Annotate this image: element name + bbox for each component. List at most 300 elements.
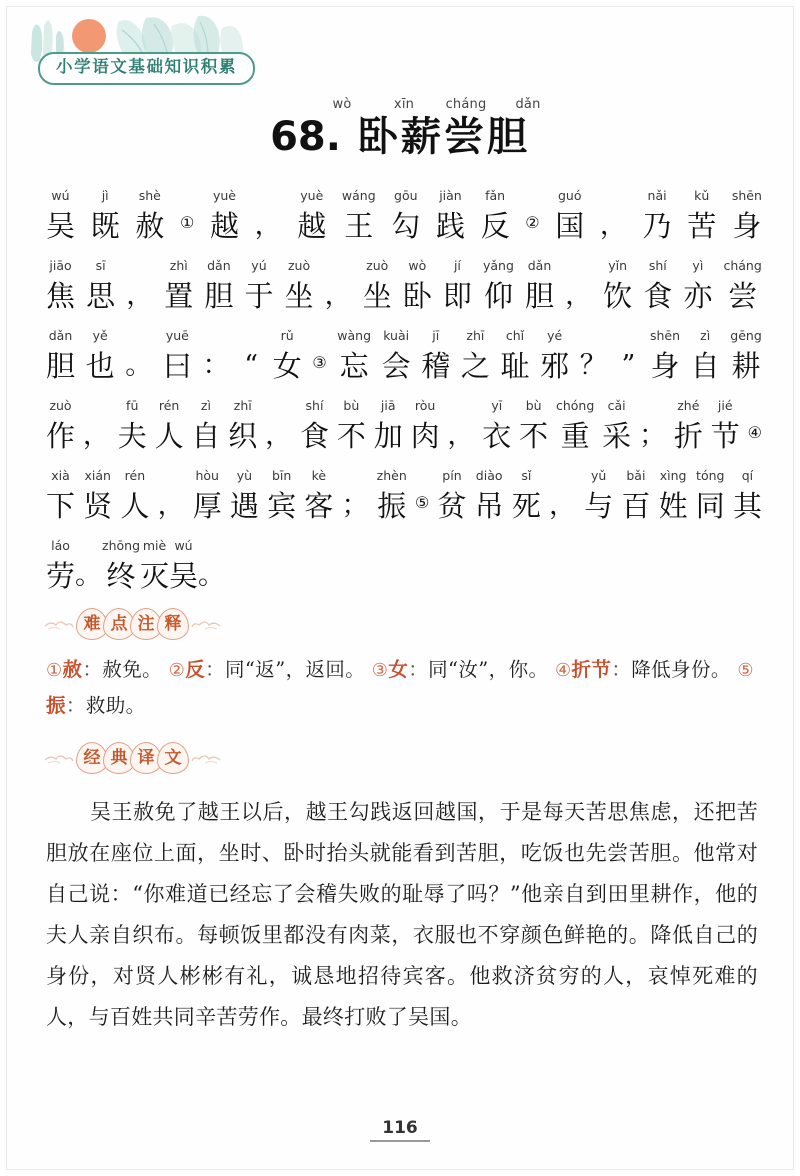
pinyin: hòu [195, 468, 219, 483]
hanzi: 稽 [421, 349, 451, 383]
pinyin: yī [491, 398, 503, 413]
punctuation [126, 257, 153, 318]
character-unit [102, 537, 140, 598]
character-unit [421, 327, 450, 388]
pinyin: zhī [233, 398, 252, 413]
note-ref-marker [312, 341, 326, 388]
hanzi: 姓 [658, 489, 688, 523]
classical-line [46, 318, 762, 388]
character-unit [374, 397, 403, 458]
note-ref-marker [415, 481, 429, 528]
hanzi: 反 [480, 209, 510, 243]
hanzi: 苦 [687, 209, 717, 243]
hanzi: 亦 [683, 279, 713, 313]
pinyin: tóng [696, 468, 725, 483]
character-unit [46, 257, 75, 318]
hanzi: 客 [304, 489, 334, 523]
hanzi: 耕 [731, 349, 761, 383]
character-unit [556, 397, 594, 458]
punctuation [75, 537, 102, 598]
character-unit [193, 467, 222, 528]
character-unit [155, 397, 184, 458]
pinyin: wáng [341, 188, 376, 203]
character-unit [230, 467, 259, 528]
punctuation [202, 327, 229, 388]
pinyin: rén [124, 468, 146, 483]
punctuation [617, 327, 639, 388]
hanzi: 仰 [483, 279, 513, 313]
note-item-term: 折节 [571, 658, 612, 681]
character-unit [228, 397, 257, 458]
hanzi: 。 [125, 350, 153, 381]
character-unit [267, 467, 296, 528]
pinyin: láo [51, 538, 70, 553]
hanzi: 卧 [402, 279, 432, 313]
punctuation [600, 187, 627, 248]
heading-char: 释 [164, 613, 182, 634]
hanzi: 同 [695, 489, 725, 523]
character-unit [86, 257, 115, 318]
punctuation [158, 467, 185, 528]
character-unit [169, 537, 198, 598]
pinyin: wàng [337, 328, 372, 343]
note-item [169, 658, 372, 681]
lesson-number: 68. [270, 114, 341, 160]
hanzi: 贤 [83, 489, 113, 523]
hanzi: 坐 [284, 279, 314, 313]
character-unit [674, 397, 703, 458]
hanzi: ， [324, 280, 352, 311]
hanzi: 人 [120, 489, 150, 523]
pinyin: chǐ [505, 328, 525, 343]
pinyin: pín [442, 468, 462, 483]
cloud-motif-left-icon [44, 617, 74, 631]
pinyin: guó [558, 188, 582, 203]
page-number: 116 [370, 1118, 430, 1142]
hanzi: 女 [272, 349, 302, 383]
note-item-definition: 同“汝”，你。 [428, 658, 555, 681]
character-unit [164, 257, 193, 318]
character-unit [377, 467, 407, 528]
character-unit [659, 467, 688, 528]
character-unit [691, 327, 720, 388]
hanzi: ， [126, 280, 154, 311]
pinyin: sǐ [521, 468, 532, 483]
hanzi: 也 [85, 349, 115, 383]
punctuation [198, 537, 225, 598]
pinyin: fū [126, 398, 139, 413]
lesson-title-block [0, 92, 800, 160]
character-unit [621, 467, 650, 528]
character-unit [437, 467, 466, 528]
hanzi: 耻 [500, 349, 530, 383]
character-unit [483, 257, 514, 318]
translation-heading-char-4 [157, 742, 189, 774]
hanzi: ， [265, 420, 293, 451]
character-unit [525, 257, 554, 318]
title-pinyin-1: wò [332, 97, 352, 112]
note-item-separator: ： [65, 694, 86, 717]
hanzi: ， [549, 490, 577, 521]
hanzi: 人 [154, 419, 184, 453]
character-unit [46, 187, 75, 248]
notes-list [46, 652, 758, 723]
hanzi: ， [157, 490, 185, 521]
hanzi: 坐 [362, 279, 392, 313]
hanzi: 终 [106, 559, 136, 593]
hanzi: 遇 [229, 489, 259, 523]
character-unit [730, 327, 761, 388]
pinyin: yǐn [608, 258, 628, 273]
character-unit [244, 257, 273, 318]
title-pinyin-row [0, 92, 800, 112]
translation-body: 吴王赦免了越王以后，越王勾践返回越国，于是每天苦思焦虑，还把苦胆放在座位上面，坐时、卧时抬头就能看到苦胆，吃饭也先尝苦胆。他常对自己说：“你难道已经忘了会稽失败的耻辱了吗？”他亲自到田里耕作，他的夫人亲自织布。每顿饭里都没有肉菜，衣服也不穿颜色鲜艳的。降低自己的身份，对贤人彬彬有礼，诚恳地招待宾客。他救济贫穷的人，哀悼死难的人，与百姓共同辛苦劳作。最终打败了吴国。 [46, 800, 758, 1029]
hanzi: ③ [312, 353, 327, 372]
character-unit [300, 397, 329, 458]
character-unit [273, 327, 302, 388]
pinyin: shēn [731, 188, 762, 203]
character-unit [733, 467, 762, 528]
hanzi: 践 [435, 209, 465, 243]
hanzi: 其 [732, 489, 762, 523]
note-item [372, 658, 555, 681]
pinyin: wú [51, 188, 70, 203]
translation-heading-lobes [76, 742, 189, 774]
pinyin: xià [51, 468, 70, 483]
hanzi: 。 [198, 560, 226, 591]
hanzi: ① [179, 213, 195, 232]
character-unit [337, 397, 366, 458]
punctuation [580, 327, 607, 388]
character-unit [461, 327, 490, 388]
hanzi: 忘 [339, 349, 369, 383]
punctuation [549, 467, 576, 528]
hanzi: 自 [690, 349, 720, 383]
pinyin: zhōng [102, 538, 141, 553]
pinyin: sī [95, 258, 106, 273]
hanzi: 之 [460, 349, 490, 383]
hanzi: 胆 [46, 349, 76, 383]
character-unit [643, 187, 672, 248]
pinyin: yé [547, 328, 563, 343]
classical-line [46, 458, 762, 528]
hanzi: 国 [555, 209, 585, 243]
hanzi: 吴 [46, 209, 76, 243]
notes-section-heading [44, 604, 221, 644]
pinyin: jié [717, 398, 733, 413]
character-unit [711, 397, 740, 458]
pinyin: yuè [300, 188, 324, 203]
pinyin: yuè [212, 188, 236, 203]
pinyin: zuò [366, 258, 389, 273]
hanzi: 下 [46, 489, 76, 523]
hanzi: 尝 [728, 279, 758, 313]
character-unit [540, 327, 569, 388]
pinyin: kuài [383, 328, 410, 343]
hanzi: 身 [650, 349, 680, 383]
pinyin: rén [158, 398, 180, 413]
note-item-term: 振 [46, 694, 66, 717]
notes-heading-char-4 [157, 608, 189, 640]
pinyin: zhī [466, 328, 485, 343]
character-unit [297, 187, 326, 248]
character-unit [91, 187, 120, 248]
character-unit [118, 397, 147, 458]
pinyin: miè [142, 538, 167, 553]
character-unit [391, 187, 420, 248]
pinyin: xián [84, 468, 111, 483]
character-unit [584, 467, 613, 528]
character-unit [204, 257, 233, 318]
hanzi: 贫 [437, 489, 467, 523]
note-item-number: ② [168, 660, 186, 681]
hanzi: ， [254, 210, 282, 241]
pinyin: rǔ [280, 328, 294, 343]
hanzi: 置 [164, 279, 194, 313]
character-unit [191, 397, 220, 458]
heading-char: 难 [83, 613, 101, 634]
hanzi: 饮 [603, 279, 633, 313]
pinyin: yǎng [483, 258, 514, 273]
page-footer [0, 1118, 800, 1142]
note-item-separator: ： [82, 658, 103, 681]
pinyin: kè [311, 468, 327, 483]
hanzi: 衣 [482, 419, 512, 453]
character-unit [436, 187, 465, 248]
character-unit [46, 467, 75, 528]
hanzi: 王 [344, 209, 374, 243]
note-ref-marker [748, 411, 762, 458]
hanzi: 越 [297, 209, 327, 243]
punctuation [565, 257, 592, 318]
punctuation [125, 327, 152, 388]
pinyin: yú [251, 258, 267, 273]
note-item-number: ④ [554, 660, 572, 681]
lesson-title-text: 卧薪尝胆 [357, 114, 530, 160]
page-header [0, 10, 800, 100]
pinyin: bù [525, 398, 542, 413]
heading-char: 译 [137, 747, 155, 768]
pinyin: shè [138, 188, 161, 203]
pinyin: kǔ [694, 188, 710, 203]
pinyin: gōu [394, 188, 418, 203]
pinyin: chóng [555, 398, 595, 413]
hanzi: 于 [244, 279, 274, 313]
pinyin: zì [700, 328, 711, 343]
hanzi: ， [447, 420, 475, 451]
character-unit [285, 257, 314, 318]
punctuation [255, 187, 282, 248]
note-item-term: 赦 [62, 658, 83, 681]
hanzi: 折 [673, 419, 703, 453]
character-unit [304, 467, 333, 528]
cloud-motif-right-icon [191, 751, 221, 765]
cloud-motif-left-icon [44, 751, 74, 765]
hanzi: 胆 [204, 279, 234, 313]
hanzi: 焦 [46, 279, 76, 313]
pinyin: zhé [677, 398, 700, 413]
note-ref-marker [525, 201, 539, 248]
character-unit [163, 327, 192, 388]
title-pinyin-2: xīn [393, 97, 415, 112]
pinyin: shí [305, 398, 324, 413]
punctuation [447, 397, 474, 458]
character-unit [83, 467, 112, 528]
note-item [46, 658, 169, 681]
hanzi: 赦 [135, 209, 165, 243]
hanzi: 乃 [642, 209, 672, 243]
pinyin: zuò [287, 258, 311, 273]
pinyin: jí [453, 258, 461, 273]
character-unit [481, 187, 510, 248]
character-unit [650, 327, 680, 388]
pinyin: yì [692, 258, 704, 273]
character-unit [403, 257, 432, 318]
heading-char: 点 [110, 613, 128, 634]
hanzi: ， [565, 280, 593, 311]
hanzi: 重 [560, 419, 590, 453]
pinyin: zì [200, 398, 211, 413]
pinyin: dǎn [527, 258, 552, 273]
hanzi: 不 [519, 419, 549, 453]
note-item-definition: 同“返”，返回。 [225, 658, 372, 681]
pinyin: dǎn [207, 258, 231, 273]
pinyin: jì [101, 188, 109, 203]
hanzi: 振 [377, 489, 407, 523]
hanzi: 即 [442, 279, 472, 313]
hanzi: 作 [46, 419, 76, 453]
punctuation [240, 327, 262, 388]
hanzi: ④ [747, 423, 762, 442]
note-item-separator: ： [205, 658, 226, 681]
pinyin: qí [741, 468, 754, 483]
pinyin: gēng [730, 328, 762, 343]
hanzi: ； [341, 490, 369, 521]
punctuation [83, 397, 110, 458]
hanzi: 会 [381, 349, 411, 383]
pinyin: bù [343, 398, 360, 413]
hanzi: 加 [373, 419, 403, 453]
character-unit [363, 257, 392, 318]
character-unit [512, 467, 541, 528]
pinyin: shí [648, 258, 667, 273]
classical-text-body [46, 178, 762, 598]
note-item-term: 女 [388, 658, 409, 681]
heading-char: 注 [137, 613, 155, 634]
hanzi: 食 [643, 279, 673, 313]
pinyin: cháng [723, 258, 762, 273]
note-item-definition: 降低身份。 [631, 658, 738, 681]
series-badge [38, 52, 255, 85]
pinyin: bīn [271, 468, 292, 483]
pinyin: yù [236, 468, 253, 483]
hanzi: ？ [579, 350, 607, 381]
pinyin: bǎi [626, 468, 646, 483]
hanzi: 采 [602, 419, 632, 453]
series-badge-label: 小学语文基础知识积累 [56, 57, 237, 76]
character-unit [602, 397, 631, 458]
punctuation [325, 257, 352, 318]
punctuation [639, 397, 666, 458]
character-unit [603, 257, 632, 318]
hanzi: ， [82, 420, 110, 451]
character-unit [86, 327, 115, 388]
hanzi: 灭 [140, 559, 170, 593]
pinyin: dǎn [48, 328, 73, 343]
pinyin: wò [408, 258, 427, 273]
heading-char: 经 [83, 747, 101, 768]
note-ref-marker [180, 201, 194, 248]
character-unit [643, 257, 672, 318]
title-pinyin-3: cháng [445, 97, 487, 112]
hanzi: 身 [732, 209, 762, 243]
character-unit [732, 187, 762, 248]
character-unit [210, 187, 239, 248]
character-unit [46, 537, 75, 598]
hanzi: 死 [511, 489, 541, 523]
hanzi: 。 [75, 560, 103, 591]
character-unit [120, 467, 149, 528]
hanzi: ⑤ [414, 493, 430, 512]
hanzi: ” [621, 350, 636, 381]
pinyin: yuē [165, 328, 189, 343]
note-item-number: ① [46, 660, 63, 681]
note-item [555, 658, 737, 681]
note-item-definition: 救助。 [85, 694, 146, 717]
hanzi: “ [244, 350, 258, 381]
pinyin: jiàn [439, 188, 462, 203]
title-pinyin-4: dǎn [515, 97, 541, 112]
hanzi: 思 [86, 279, 116, 313]
hanzi: 百 [621, 489, 651, 523]
character-unit [519, 397, 548, 458]
note-item-separator: ： [611, 658, 632, 681]
punctuation [341, 467, 368, 528]
pinyin: nǎi [647, 188, 667, 203]
pinyin: zhèn [376, 468, 407, 483]
hanzi: 劳 [46, 559, 76, 593]
character-unit [382, 327, 411, 388]
character-unit [337, 327, 371, 388]
character-unit [555, 187, 584, 248]
pinyin: shēn [649, 328, 681, 343]
hanzi: 越 [209, 209, 239, 243]
hanzi: 胆 [525, 279, 555, 313]
character-unit [140, 537, 169, 598]
note-item-term: 反 [185, 658, 206, 681]
hanzi: 勾 [391, 209, 421, 243]
character-unit [46, 397, 75, 458]
hanzi: 肉 [410, 419, 440, 453]
character-unit [46, 327, 75, 388]
heading-char: 文 [164, 747, 182, 768]
hanzi: 夫 [117, 419, 147, 453]
page-title [0, 114, 800, 160]
hanzi: 既 [90, 209, 120, 243]
pinyin: fǎn [485, 188, 506, 203]
character-unit [443, 257, 472, 318]
note-item-definition: 赦免。 [102, 658, 169, 681]
pinyin: zuò [49, 398, 72, 413]
pinyin: yǔ [591, 468, 607, 483]
character-unit [683, 257, 712, 318]
hanzi: 节 [710, 419, 740, 453]
pinyin: yě [92, 328, 108, 343]
character-unit [687, 187, 716, 248]
hanzi: ② [525, 213, 540, 232]
note-item-number: ③ [371, 660, 389, 681]
notes-heading-lobes [76, 608, 189, 640]
